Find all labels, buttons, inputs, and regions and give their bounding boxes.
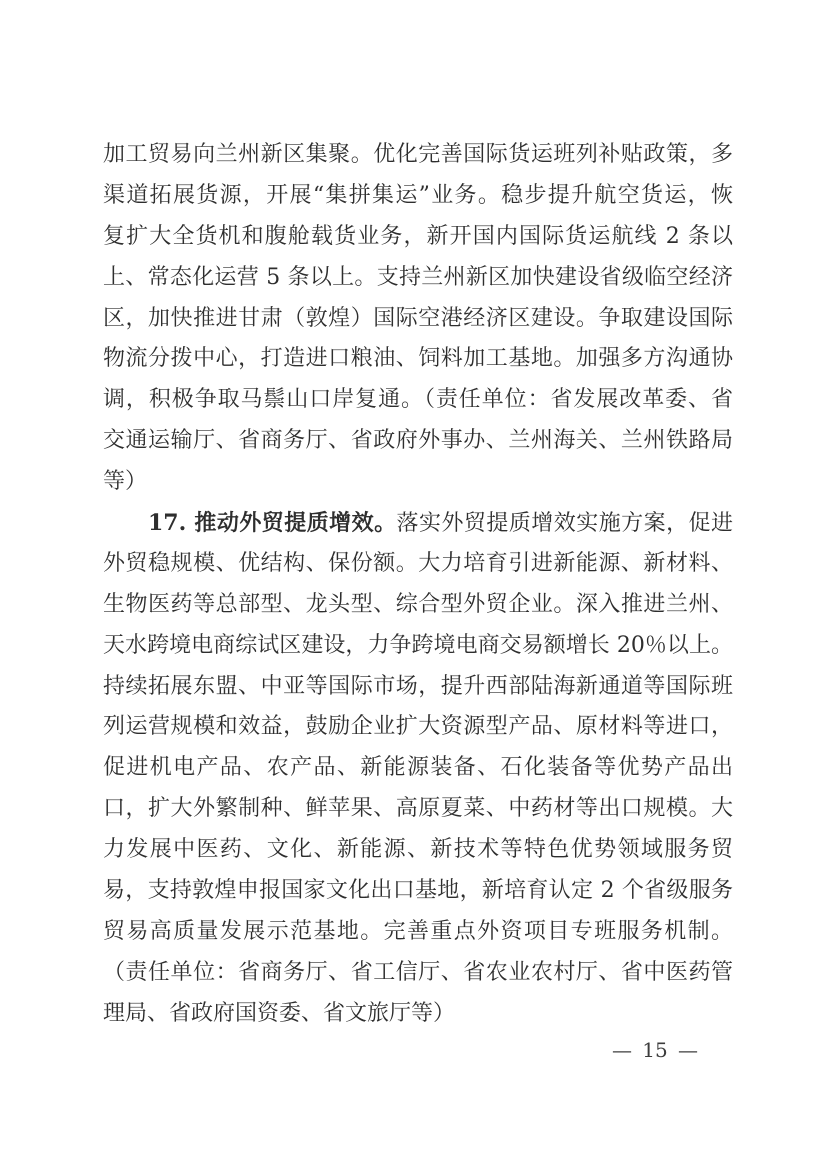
footer-dash-left: —	[612, 1038, 632, 1062]
text-line: 区，加快推进甘肃（敦煌）国际空港经济区建设。争取建设国际	[103, 305, 733, 331]
text-line: 生物医药等总部型、龙头型、综合型外贸企业。深入推进兰州、	[103, 591, 733, 617]
item-17-first-line-rest: 落实外贸提质增效实施方案，促进	[396, 511, 733, 537]
text-line: 贸易高质量发展示范基地。完善重点外资项目专班服务机制。	[103, 918, 733, 944]
text-line: 外贸稳规模、优结构、保份额。大力培育引进新能源、新材料、	[103, 550, 733, 576]
text-line: 加工贸易向兰州新区集聚。优化完善国际货运班列补贴政策，多	[103, 142, 733, 167]
text-line: 持续拓展东盟、中亚等国际市场，提升西部陆海新通道等国际班	[103, 673, 733, 699]
text-line: 等）	[103, 469, 148, 495]
text-line: 调，积极争取马鬃山口岸复通。（责任单位：省发展改革委、省	[103, 387, 733, 413]
page-footer	[612, 1038, 698, 1062]
text-line: 理局、省政府国资委、省文旅厅等）	[103, 1000, 456, 1026]
page-number: 15	[642, 1038, 668, 1062]
document-body	[103, 135, 733, 1035]
text-line: 列运营规模和效益，鼓励企业扩大资源型产品、原材料等进口，	[103, 714, 733, 740]
text-line: 渠道拓展货源，开展“集拼集运”业务。稳步提升航空货运，恢	[103, 182, 733, 208]
text-line: 交通运输厅、省商务厅、省政府外事办、兰州海关、兰州铁路局	[103, 428, 733, 454]
footer-dash-right: —	[677, 1038, 698, 1062]
text-line: （责任单位：省商务厅、省工信厅、省农业农村厅、省中医药管	[103, 959, 733, 985]
text-line: 复扩大全货机和腹舱载货业务，新开国内国际货运航线 2 条以	[103, 223, 733, 249]
item-17-heading: 17. 推动外贸提质增效。	[148, 510, 397, 537]
item-17-first-line	[103, 503, 733, 544]
text-line: 促进机电产品、农产品、新能源装备、石化装备等优势产品出	[103, 755, 733, 781]
text-line: 上、常态化运营 5 条以上。支持兰州新区加快建设省级临空经济	[103, 264, 733, 290]
text-line: 力发展中医药、文化、新能源、新技术等特色优势领域服务贸	[103, 837, 733, 863]
text-line: 口，扩大外繁制种、鲜苹果、高原夏菜、中药材等出口规模。大	[103, 796, 733, 822]
text-line: 易，支持敦煌申报国家文化出口基地，新培育认定 2 个省级服务	[103, 878, 733, 904]
text-line: 物流分拨中心，打造进口粮油、饲料加工基地。加强多方沟通协	[103, 346, 733, 372]
text-line: 天水跨境电商综试区建设，力争跨境电商交易额增长 20％以上。	[103, 632, 733, 658]
